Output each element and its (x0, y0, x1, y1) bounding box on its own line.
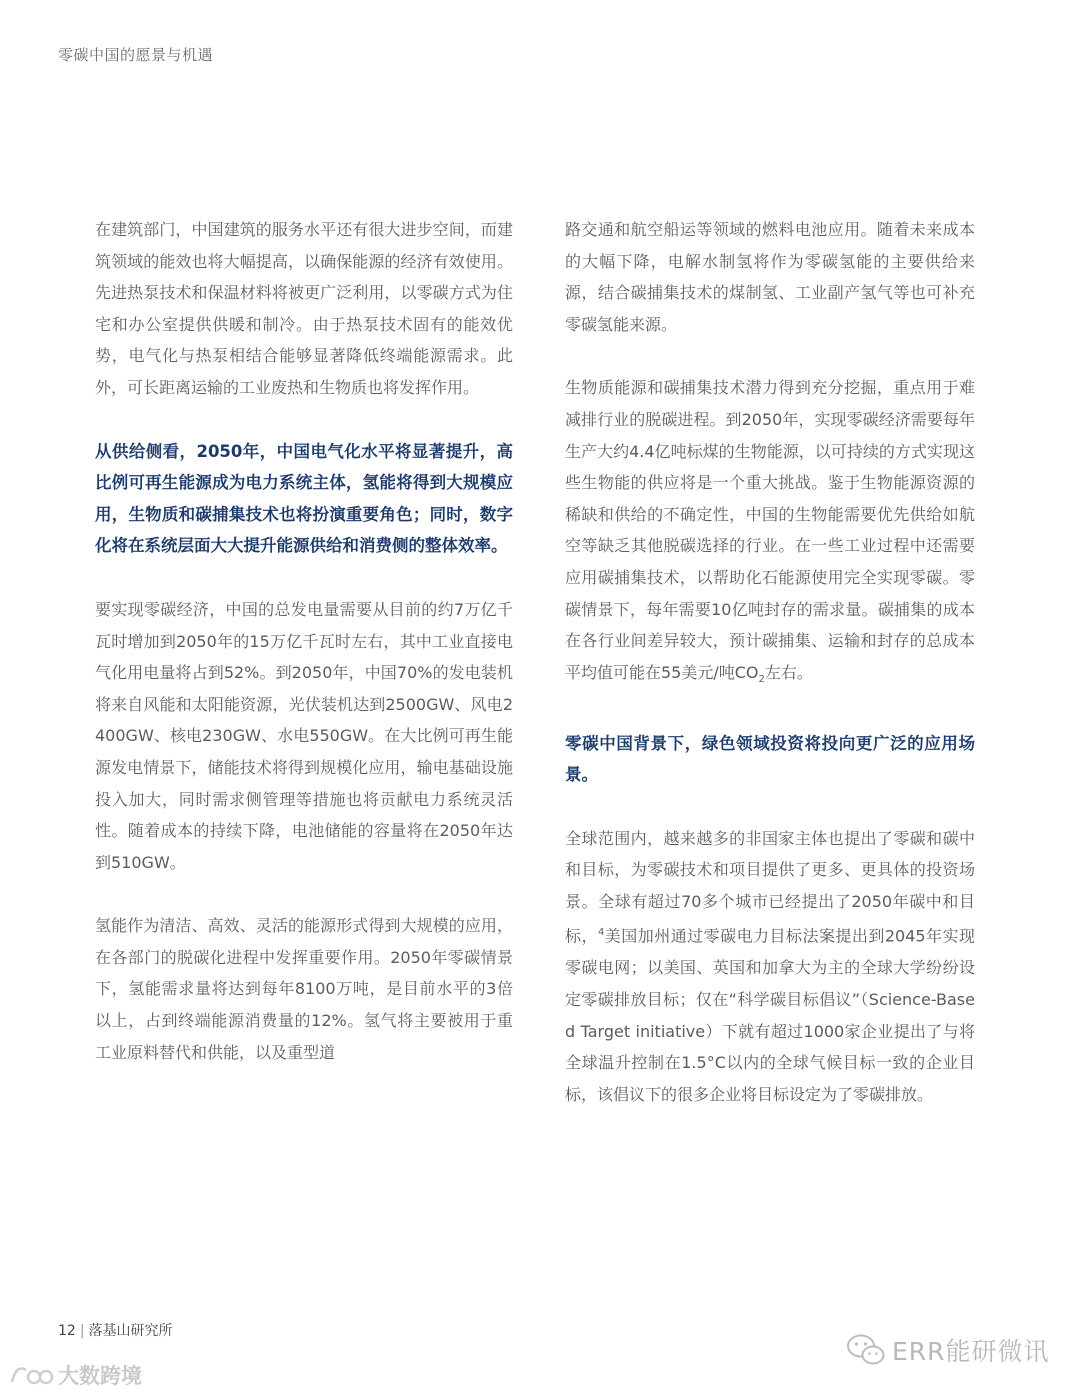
footer-separator: | (79, 1323, 85, 1339)
footnote-ref-4[interactable]: 4 (597, 927, 605, 939)
page-footer (58, 1320, 173, 1340)
paragraph-fuel-cell: 路交通和航空船运等领域的燃料电池应用。随着未来成本的大幅下降，电解水制氢将作为零碳氢能的主要供给来源，结合碳捕集技术的煤制氢、工业副产氢气等也可补充零碳氢能来源。 (565, 220, 975, 334)
watermark-err-text: ERR能研微讯 (892, 1337, 1050, 1366)
biomass-text-end: 左右。 (764, 662, 813, 682)
co2-subscript: 2 (758, 673, 765, 685)
paragraph-global-targets (565, 823, 975, 1111)
paragraph-biomass-ccs (565, 372, 975, 695)
highlight-supply-side: 从供给侧看，2050年，中国电气化水平将显著提升，高比例可再生能源成为电力系统主体，氢能将得到大规模应用，生物质和碳捕集技术也将扮演重要角色；同时，数字化将在系统层面大大提升能源供给和消费侧的整体效率。 (95, 441, 513, 556)
paragraph-power-generation: 要实现零碳经济，中国的总发电量需要从目前的约7万亿千瓦时增加到2050年的15万亿千瓦时左右，其中工业直接电气化用电量将占到52%。到2050年，中国70%的发电装机将来自风能和太阳能资源，光伏装机达到2500GW、风电2400GW、核电230GW、水电550GW。在大比例可再生能源发电情景下，储能技术将得到规模化应用，输电基础设施投入加大，同时需求侧管理等措施也将贡献电力系统灵活性。随着成本的持续下降，电池储能的容量将在2050年达到510GW。 (95, 599, 513, 872)
dashu-logo-icon (8, 1360, 54, 1390)
global-targets-text-a: 全球范围内，越来越多的非国家主体也提出了零碳和碳中和目标，为零碳技术和项目提供了更多、更具体的投资场景。全球有超过70多个城市已经提出了2050年碳中和目标， (565, 828, 975, 946)
global-targets-text-b: 美国加州通过零碳电力目标法案提出到2045年实现零碳电网；以美国、英国和加拿大为主的全球大学纷纷设定零碳排放目标；仅在“科学碳目标倡议”（Science-Based Target initiative）下就有超过1000家企业提出了与将全球温升控制在1.5°C以内的全球气候目标一致的企业目标，该倡议下的很多企业将目标设定为了零碳排放。 (565, 926, 975, 1104)
page-number: 12 (58, 1323, 76, 1339)
paragraph-hydrogen: 氢能作为清洁、高效、灵活的能源形式得到大规模的应用，在各部门的脱碳化进程中发挥重要作用。2050年零碳情景下，氢能需求量将达到每年8100万吨，是目前水平的3倍以上，占到终端能源消费量的12%。氢气将主要被用于重工业原料替代和供能，以及重型道 (95, 916, 513, 1062)
watermark-err (846, 1332, 1050, 1368)
running-header: 零碳中国的愿景与机遇 (58, 46, 214, 64)
paragraph-buildings: 在建筑部门，中国建筑的服务水平还有很大进步空间，而建筑领域的能效也将大幅提高，以确保能源的经济有效使用。先进热泵技术和保温材料将被更广泛利用，以零碳方式为住宅和办公室提供供暖和制冷。由于热泵技术固有的能效优势，电气化与热泵相结合能够显著降低终端能源需求。此外，可长距离运输的工业废热和生物质也将发挥作用。 (95, 220, 513, 397)
left-column (95, 214, 513, 1100)
highlight-green-investment: 零碳中国背景下，绿色领域投资将投向更广泛的应用场景。 (565, 733, 975, 785)
watermark-dashu (8, 1360, 142, 1390)
watermark-dashu-text: 大数跨境 (58, 1364, 142, 1388)
right-column (565, 214, 975, 1142)
biomass-text: 生物质能源和碳捕集技术潜力得到充分挖掘，重点用于难减排行业的脱碳进程。到2050年，实现零碳经济需要每年生产大约4.4亿吨标煤的生物能源，以可持续的方式实现这些生物能的供应将是一个重大挑战。鉴于生物能源资源的稀缺和供给的不确定性，中国的生物能需要优先供给如航空等缺乏其他脱碳选择的行业。在一些工业过程中还需要应用碳捕集技术，以帮助化石能源使用完全实现零碳。零碳情景下，每年需要10亿吨封存的需求量。碳捕集的成本在各行业间差异较大，预计碳捕集、运输和封存的总成本平均值可能在55美元/吨CO (565, 378, 975, 682)
footer-org: 落基山研究所 (88, 1323, 173, 1339)
wechat-icon (846, 1333, 886, 1367)
